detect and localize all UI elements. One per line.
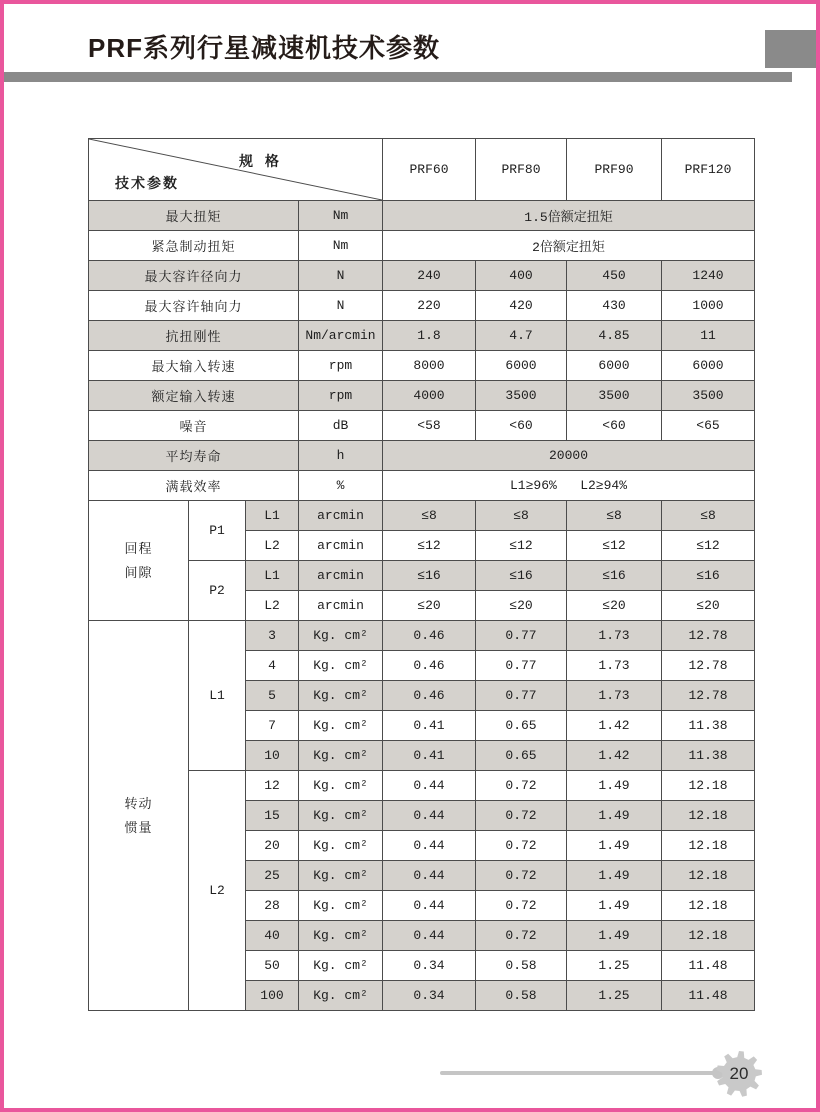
value-cell: ≤12 [662,531,755,561]
table-row [89,561,755,591]
stage-cell: L2 [246,531,299,561]
value-cell: 220 [383,291,476,321]
unit-cell: Kg. cm² [299,921,383,951]
value-cell: 1.49 [567,801,662,831]
unit-cell: Kg. cm² [299,891,383,921]
value-cell: 0.72 [476,891,567,921]
unit-cell: arcmin [299,501,383,531]
table-row [89,381,755,411]
ratio-cell: 7 [246,711,299,741]
value-cell: 0.46 [383,681,476,711]
value-cell: 1240 [662,261,755,291]
stage-cell: L1 [189,621,246,771]
value-cell: 400 [476,261,567,291]
value-cell: 0.44 [383,771,476,801]
table-row [89,261,755,291]
value-cell: ≤20 [476,591,567,621]
unit-cell: Kg. cm² [299,831,383,861]
group-label-backlash: 回程 间隙 [89,501,189,621]
unit-cell: Nm [299,231,383,261]
ratio-cell: 50 [246,951,299,981]
value-cell: ≤20 [567,591,662,621]
value-cell: 12.18 [662,921,755,951]
value-cell: ≤8 [662,501,755,531]
value-cell: 11 [662,321,755,351]
value-cell: 0.58 [476,981,567,1011]
value-cell: 1.8 [383,321,476,351]
value-cell: ≤8 [476,501,567,531]
value-cell: 6000 [662,351,755,381]
value-cell: 1.49 [567,891,662,921]
merged-value-cell: 20000 [383,441,755,471]
table-row [89,231,755,261]
unit-cell: arcmin [299,561,383,591]
value-cell: 0.58 [476,951,567,981]
table-row [89,201,755,231]
table-row [89,501,755,531]
table-row [89,321,755,351]
unit-cell: Kg. cm² [299,711,383,741]
value-cell: ≤20 [662,591,755,621]
unit-cell: Kg. cm² [299,621,383,651]
value-cell: 0.44 [383,801,476,831]
value-cell: ≤16 [383,561,476,591]
ratio-cell: 40 [246,921,299,951]
ratio-cell: 15 [246,801,299,831]
param-label: 最大输入转速 [89,351,299,381]
table-row [89,471,755,501]
param-label: 抗扭刚性 [89,321,299,351]
stage-cell: L1 [246,501,299,531]
value-cell: 12.18 [662,771,755,801]
value-cell: ≤12 [476,531,567,561]
unit-cell: Kg. cm² [299,651,383,681]
ratio-cell: 25 [246,861,299,891]
value-cell: ≤20 [383,591,476,621]
value-cell: 0.65 [476,711,567,741]
value-cell: 0.44 [383,891,476,921]
value-cell: 8000 [383,351,476,381]
value-cell: 1.42 [567,711,662,741]
value-cell: 0.77 [476,621,567,651]
unit-cell: Nm/arcmin [299,321,383,351]
value-cell: 1.25 [567,951,662,981]
value-cell: 12.78 [662,651,755,681]
unit-cell: Nm [299,201,383,231]
ratio-cell: 4 [246,651,299,681]
param-label: 平均寿命 [89,441,299,471]
value-cell: 0.72 [476,771,567,801]
value-cell: 3500 [662,381,755,411]
value-cell: 0.44 [383,831,476,861]
value-cell: 1000 [662,291,755,321]
precision-grade-cell: P2 [189,561,246,621]
value-cell: 11.48 [662,951,755,981]
unit-cell: Kg. cm² [299,861,383,891]
value-cell: ≤8 [383,501,476,531]
precision-grade-cell: P1 [189,501,246,561]
value-cell: 0.46 [383,621,476,651]
param-label: 最大扭矩 [89,201,299,231]
value-cell: ≤12 [567,531,662,561]
ratio-cell: 12 [246,771,299,801]
value-cell: 240 [383,261,476,291]
param-label: 最大容许径向力 [89,261,299,291]
unit-cell: arcmin [299,591,383,621]
unit-cell: h [299,441,383,471]
page-number: 20 [729,1064,749,1083]
value-cell: 12.18 [662,891,755,921]
unit-cell: rpm [299,351,383,381]
value-cell: 0.41 [383,741,476,771]
ratio-cell: 28 [246,891,299,921]
param-label: 紧急制动扭矩 [89,231,299,261]
value-cell: 0.65 [476,741,567,771]
value-cell: 1.73 [567,681,662,711]
value-cell: 1.49 [567,861,662,891]
merged-value-cell: L1≥96% L2≥94% [383,471,755,501]
value-cell: 0.44 [383,921,476,951]
value-cell: 4.85 [567,321,662,351]
footer-rule [440,1071,716,1075]
unit-cell: Kg. cm² [299,981,383,1011]
value-cell: 0.44 [383,861,476,891]
value-cell: 420 [476,291,567,321]
table-row [89,621,755,651]
value-cell: 12.18 [662,831,755,861]
value-cell: 3500 [476,381,567,411]
value-cell: <58 [383,411,476,441]
unit-cell: dB [299,411,383,441]
value-cell: 0.72 [476,921,567,951]
unit-cell: Kg. cm² [299,951,383,981]
value-cell: 0.72 [476,831,567,861]
value-cell: <60 [567,411,662,441]
diagonal-header-cell [89,139,383,201]
value-cell: 430 [567,291,662,321]
value-cell: ≤16 [567,561,662,591]
title-underline-rule [4,72,792,82]
value-cell: 1.73 [567,651,662,681]
stage-cell: L2 [189,771,246,1011]
spec-table [88,138,755,1011]
table-row [89,771,755,801]
ratio-cell: 3 [246,621,299,651]
corner-label-spec: 规 格 [239,153,283,169]
value-cell: 1.49 [567,831,662,861]
param-label: 满载效率 [89,471,299,501]
value-cell: 11.38 [662,741,755,771]
param-label: 额定输入转速 [89,381,299,411]
unit-cell: N [299,261,383,291]
param-label: 噪音 [89,411,299,441]
group-label-inertia: 转动 惯量 [89,621,189,1011]
value-cell: 6000 [567,351,662,381]
value-cell: 12.18 [662,801,755,831]
ratio-cell: 20 [246,831,299,861]
page-number-gear-badge [715,1050,763,1098]
ratio-cell: 10 [246,741,299,771]
value-cell: 0.46 [383,651,476,681]
value-cell: 0.77 [476,651,567,681]
value-cell: <60 [476,411,567,441]
value-cell: 450 [567,261,662,291]
value-cell: 6000 [476,351,567,381]
model-header-prf60: PRF60 [383,139,476,201]
header-corner-block [765,30,816,68]
value-cell: 11.48 [662,981,755,1011]
model-header-prf90: PRF90 [567,139,662,201]
value-cell: 1.42 [567,741,662,771]
unit-cell: Kg. cm² [299,741,383,771]
param-label: 最大容许轴向力 [89,291,299,321]
corner-label-params: 技术参数 [115,175,179,191]
value-cell: 1.73 [567,621,662,651]
value-cell: 1.49 [567,771,662,801]
unit-cell: N [299,291,383,321]
ratio-cell: 100 [246,981,299,1011]
model-header-prf120: PRF120 [662,139,755,201]
unit-cell: rpm [299,381,383,411]
value-cell: 1.25 [567,981,662,1011]
value-cell: 4.7 [476,321,567,351]
value-cell: 12.78 [662,621,755,651]
unit-cell: arcmin [299,531,383,561]
table-row [89,441,755,471]
model-header-prf80: PRF80 [476,139,567,201]
value-cell: 3500 [567,381,662,411]
unit-cell: % [299,471,383,501]
value-cell: 0.72 [476,861,567,891]
value-cell: ≤16 [662,561,755,591]
table-row [89,351,755,381]
value-cell: 11.38 [662,711,755,741]
value-cell: 0.72 [476,801,567,831]
stage-cell: L1 [246,561,299,591]
page-title: PRF系列行星减速机技术参数 [88,33,441,63]
merged-value-cell: 2倍额定扭矩 [383,231,755,261]
value-cell: 4000 [383,381,476,411]
unit-cell: Kg. cm² [299,681,383,711]
value-cell: ≤16 [476,561,567,591]
value-cell: 12.18 [662,861,755,891]
value-cell: 1.49 [567,921,662,951]
value-cell: 0.34 [383,951,476,981]
ratio-cell: 5 [246,681,299,711]
value-cell: 12.78 [662,681,755,711]
value-cell: ≤8 [567,501,662,531]
unit-cell: Kg. cm² [299,801,383,831]
value-cell: ≤12 [383,531,476,561]
value-cell: <65 [662,411,755,441]
table-row [89,411,755,441]
table-header-row [89,139,755,201]
stage-cell: L2 [246,591,299,621]
unit-cell: Kg. cm² [299,771,383,801]
value-cell: 0.77 [476,681,567,711]
table-row [89,291,755,321]
value-cell: 0.41 [383,711,476,741]
merged-value-cell: 1.5倍额定扭矩 [383,201,755,231]
value-cell: 0.34 [383,981,476,1011]
